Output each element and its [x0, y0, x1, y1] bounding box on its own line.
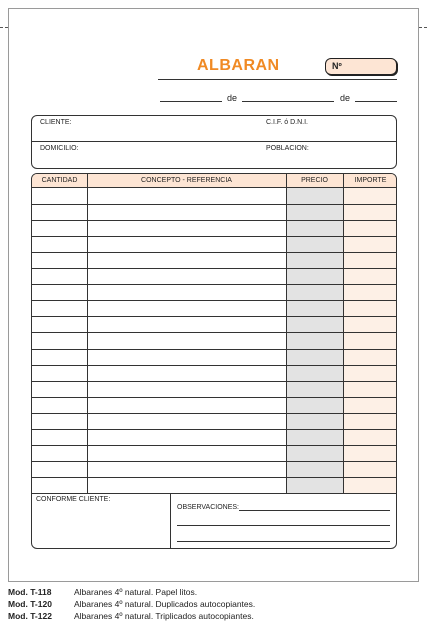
- footer-divider: [170, 493, 171, 549]
- model-code: Mod. T-120: [8, 599, 52, 609]
- model-line: [8, 611, 254, 621]
- model-desc: Albaranes 4º natural. Papel litos.: [74, 587, 198, 597]
- date-separator: de: [227, 93, 238, 103]
- model-code: Mod. T-122: [8, 611, 52, 621]
- items-table: [31, 173, 397, 549]
- column-divider: [286, 174, 287, 493]
- date-day-line[interactable]: [160, 101, 222, 102]
- model-code: Mod. T-118: [8, 587, 52, 597]
- date-year-line[interactable]: [355, 101, 397, 102]
- model-line: [8, 587, 197, 597]
- date-month-line[interactable]: [242, 101, 334, 102]
- number-field[interactable]: [325, 58, 397, 75]
- observaciones-label: OBSERVACIONES:: [177, 504, 239, 511]
- column-header-precio: PRECIO: [286, 174, 343, 188]
- table-row: [32, 493, 397, 494]
- model-desc: Albaranes 4º natural. Duplicados autocopiantes.: [74, 599, 256, 609]
- number-label: Nº: [332, 61, 342, 71]
- form-title: ALBARAN: [197, 57, 280, 74]
- cliente-label: CLIENTE:: [40, 119, 72, 126]
- title-underline: [158, 79, 397, 80]
- observaciones-line[interactable]: [239, 510, 390, 511]
- model-line: [8, 599, 255, 609]
- column-divider: [87, 174, 88, 493]
- cif-label: C.I.F. ó D.N.I.: [266, 119, 309, 126]
- date-separator: de: [340, 93, 351, 103]
- column-divider: [343, 174, 344, 493]
- observaciones-line[interactable]: [177, 525, 390, 526]
- client-box: [31, 115, 397, 169]
- observaciones-line[interactable]: [177, 541, 390, 542]
- client-divider: [32, 141, 396, 142]
- column-header-importe: IMPORTE: [343, 174, 397, 188]
- model-desc: Albaranes 4º natural. Triplicados autocopiantes.: [74, 611, 254, 621]
- conforme-label: CONFORME CLIENTE:: [36, 496, 111, 503]
- importe-column-fill: [343, 188, 397, 493]
- poblacion-label: POBLACION:: [266, 145, 309, 152]
- precio-column-fill: [286, 188, 343, 493]
- column-header-cantidad: CANTIDAD: [32, 174, 87, 188]
- domicilio-label: DOMICILIO:: [40, 145, 79, 152]
- column-header-concepto: CONCEPTO - REFERENCIA: [87, 174, 286, 188]
